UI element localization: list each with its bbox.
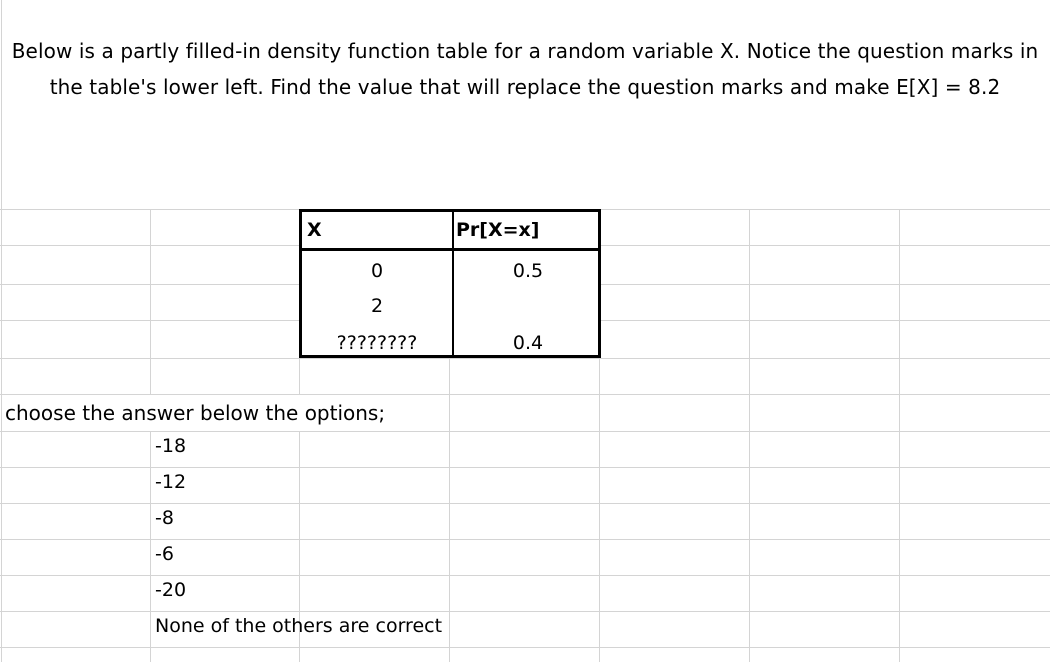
table-header-divider <box>299 248 601 251</box>
x-value-cell: 2 <box>370 295 384 317</box>
answer-prompt: choose the answer below the options; <box>5 395 385 431</box>
x-column-header: X <box>307 219 322 241</box>
answer-option[interactable]: -18 <box>155 435 187 457</box>
answer-option[interactable]: None of the others are correct <box>155 615 443 637</box>
answer-option[interactable]: -12 <box>155 471 187 493</box>
unknown-x-cell: ???????? <box>336 332 418 354</box>
density-table <box>299 209 601 358</box>
grid-column-line <box>1 0 2 662</box>
probability-value-cell: 0.4 <box>512 332 544 354</box>
answer-option[interactable]: -20 <box>155 579 187 601</box>
probability-value-cell: 0.5 <box>512 260 544 282</box>
probability-column-header: Pr[X=x] <box>456 219 540 241</box>
answer-options <box>155 428 755 644</box>
grid-column-line <box>150 209 151 662</box>
probability-value-cell <box>453 288 603 324</box>
answer-option[interactable]: -6 <box>155 543 174 565</box>
x-value-cell: 0 <box>370 260 384 282</box>
question-text: Below is a partly filled-in density function table for a random variable X. Notice the question marks in the table's lower left. Find the value that will replace the question marks and make E[X] = 8.2 <box>3 33 1047 105</box>
answer-option[interactable]: -8 <box>155 507 174 529</box>
grid-row-line <box>0 647 1050 648</box>
grid-column-line <box>899 209 900 662</box>
